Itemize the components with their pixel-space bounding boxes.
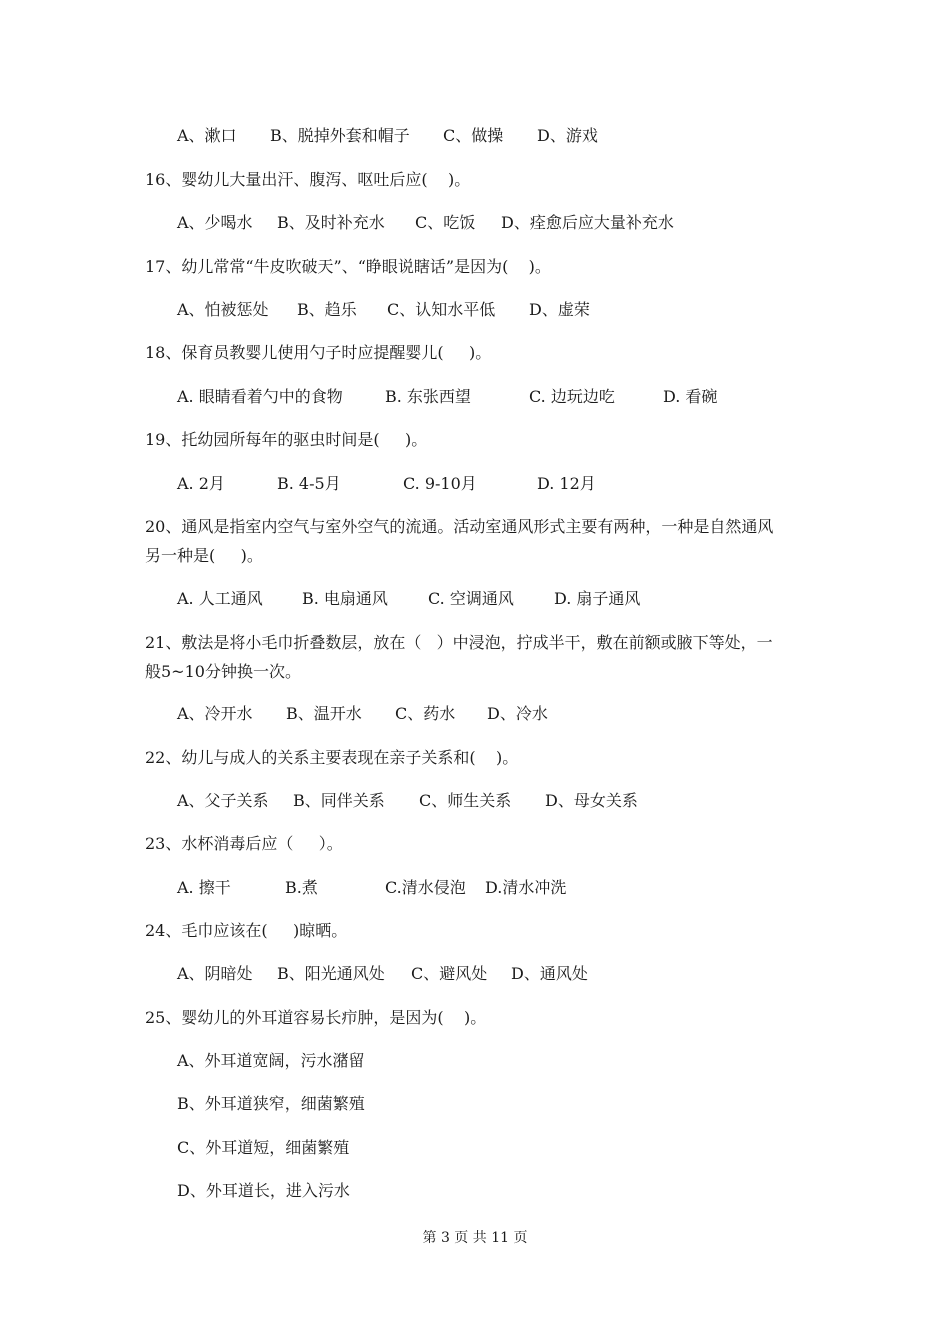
q24-option-d: D、通风处 — [511, 964, 588, 983]
q20-stem-line2: 另一种是( )。 — [145, 546, 263, 565]
q17-stem: 17、幼儿常常“牛皮吹破天”、“睁眼说瞎话”是因为( )。 — [145, 257, 551, 276]
q19-stem: 19、托幼园所每年的驱虫时间是( )。 — [145, 430, 428, 449]
q23-stem: 23、水杯消毒后应（ ）。 — [145, 834, 343, 853]
q24-option-a: A、阴暗处 — [177, 964, 253, 983]
q18-option-d: D. 看碗 — [663, 387, 718, 406]
q15-option-b: B、脱掉外套和帽子 — [270, 126, 410, 145]
q25-option-c: C、外耳道短，细菌繁殖 — [177, 1138, 350, 1157]
q19-option-a: A. 2月 — [177, 474, 225, 493]
q22-option-b: B、同伴关系 — [293, 791, 385, 810]
q15-option-c: C、做操 — [443, 126, 504, 145]
q25-option-d: D、外耳道长，进入污水 — [177, 1181, 350, 1200]
q23-option-d: D.清水冲洗 — [485, 878, 567, 897]
q16-stem: 16、婴幼儿大量出汗、腹泻、呕吐后应( )。 — [145, 170, 471, 189]
q17-option-d: D、虚荣 — [529, 300, 590, 319]
q23-option-b: B.煮 — [285, 878, 318, 897]
q20-option-c: C. 空调通风 — [428, 589, 514, 608]
q21-option-c: C、药水 — [395, 704, 456, 723]
page-number: 第 3 页 共 11 页 — [422, 1230, 528, 1246]
q23-option-a: A. 擦干 — [177, 878, 231, 897]
q19-option-d: D. 12月 — [537, 474, 596, 493]
q17-option-b: B、趋乐 — [297, 300, 357, 319]
q22-option-a: A、父子关系 — [177, 791, 269, 810]
q18-option-b: B. 东张西望 — [385, 387, 471, 406]
q18-option-c: C. 边玩边吃 — [529, 387, 615, 406]
q24-option-b: B、阳光通风处 — [277, 964, 385, 983]
q21-option-b: B、温开水 — [286, 704, 362, 723]
q21-option-d: D、冷水 — [487, 704, 548, 723]
q20-stem-line1: 20、通风是指室内空气与室外空气的流通。活动室通风形式主要有两种，一种是自然通风 — [145, 517, 774, 536]
q25-option-b: B、外耳道狭窄，细菌繁殖 — [177, 1094, 365, 1113]
q17-option-a: A、怕被惩处 — [177, 300, 269, 319]
q16-option-c: C、吃饭 — [415, 213, 476, 232]
q20-option-b: B. 电扇通风 — [302, 589, 388, 608]
q18-stem: 18、保育员教婴儿使用勺子时应提醒婴儿( )。 — [145, 343, 492, 362]
q19-option-c: C. 9-10月 — [403, 474, 477, 493]
q16-option-a: A、少喝水 — [177, 213, 253, 232]
q15-option-d: D、游戏 — [537, 126, 598, 145]
q16-option-b: B、及时补充水 — [277, 213, 385, 232]
q23-option-c: C.清水侵泡 — [385, 878, 466, 897]
q25-option-a: A、外耳道宽阔，污水潴留 — [177, 1051, 365, 1070]
q22-option-d: D、母女关系 — [545, 791, 638, 810]
q24-stem: 24、毛巾应该在( )晾晒。 — [145, 921, 348, 940]
q18-option-a: A. 眼睛看着勺中的食物 — [177, 387, 343, 406]
q19-option-b: B. 4-5月 — [277, 474, 341, 493]
q24-option-c: C、避风处 — [411, 964, 488, 983]
q15-option-a: A、漱口 — [177, 126, 237, 145]
q16-option-d: D、痊愈后应大量补充水 — [501, 213, 674, 232]
q22-option-c: C、师生关系 — [419, 791, 512, 810]
q21-option-a: A、冷开水 — [177, 704, 253, 723]
q22-stem: 22、幼儿与成人的关系主要表现在亲子关系和( )。 — [145, 748, 519, 767]
q21-stem-line1: 21、敷法是将小毛巾折叠数层，放在（ ）中浸泡，拧成半干，敷在前额或腋下等处，一 — [145, 633, 773, 652]
q21-stem-line2: 般5~10分钟换一次。 — [145, 662, 301, 681]
q25-stem: 25、婴幼儿的外耳道容易长疖肿，是因为( )。 — [145, 1008, 487, 1027]
q20-option-a: A. 人工通风 — [177, 589, 263, 608]
q20-option-d: D. 扇子通风 — [554, 589, 641, 608]
q17-option-c: C、认知水平低 — [387, 300, 496, 319]
